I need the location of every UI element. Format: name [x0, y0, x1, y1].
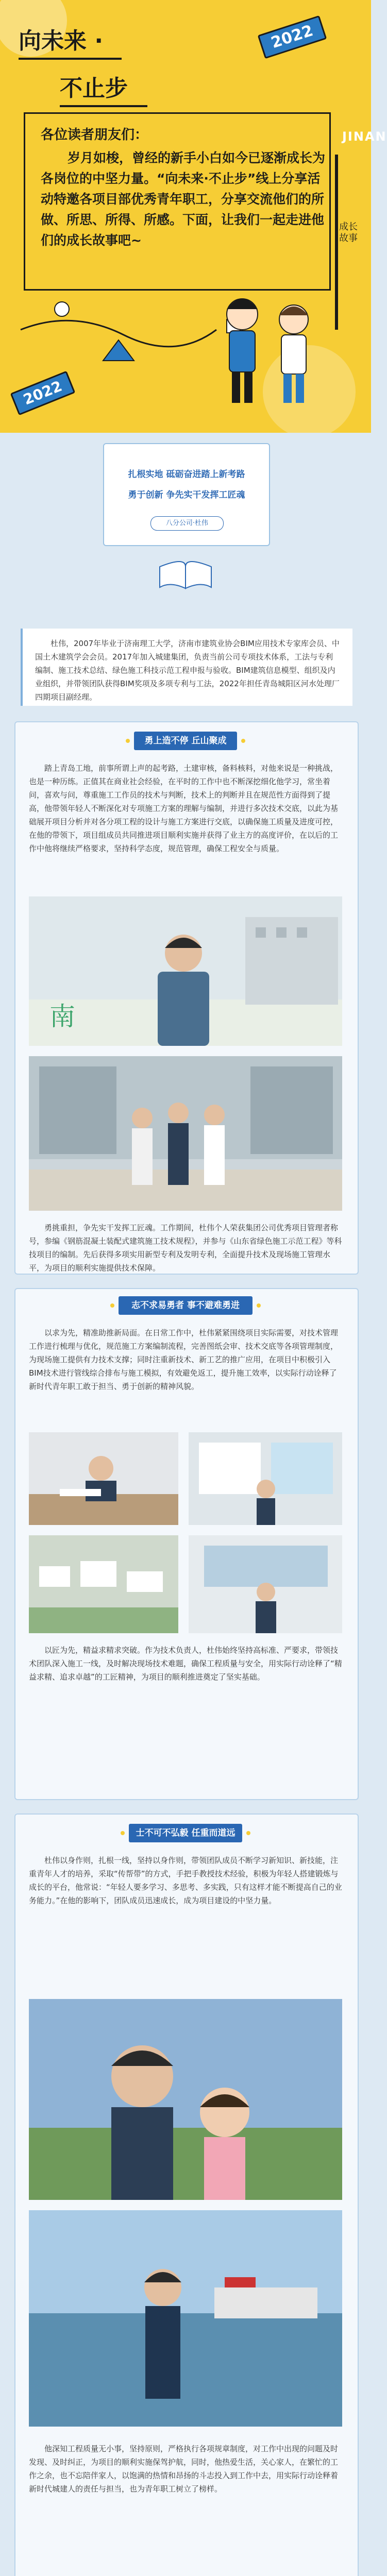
hero-banner [0, 0, 387, 433]
svg-text:南: 南 [49, 1002, 75, 1031]
photo-portrait-outdoor [29, 896, 342, 1046]
cartoon-kids-illustration [206, 289, 330, 422]
title-underline [19, 58, 122, 60]
section-3-para-1: 杜伟以身作则，扎根一线，坚持以身作则，带领团队成员不断学习新知识、新技能，注重青年人才的培养，采取“传帮带”的方式，手把手教授技术经验，积极为年轻人搭建锻炼与成长的平台，他常说：“年轻人要多学习、多思考、多实践，只有这样才能不断提高自己的业务能力。”在他的影响下，团队成员迅速成长，成为项目建设的中坚力量。 [29, 1856, 342, 1905]
photo-group-at-building [29, 1056, 342, 1211]
section-3-title: 士不可不弘毅 任重而道远 [129, 1824, 242, 1842]
section-1-title: 勇上造不停 丘山聚成 [134, 732, 237, 750]
open-book-icon [155, 556, 216, 592]
intro-line-2: 勇于创新 争先实干发挥工匠魂 [128, 490, 245, 500]
photo-exhibition-hall [189, 1432, 342, 1525]
photo-site-model [29, 1535, 178, 1633]
photo-seaside [29, 2210, 342, 2427]
photo-standing-gallery [189, 1535, 342, 1633]
photo-at-desk [29, 1432, 178, 1525]
section-2-para-2: 以匠为先，精益求精求突破。作为技术负责人，杜伟始终坚持高标准、严要求，带领技术团队深入施工一线，及时解决现场技术难题，确保工程质量与安全，用实际行动诠释了“精益求精、追求卓越”的工匠精神，为项目的顺利推进奠定了坚实基础。 [29, 1646, 342, 1682]
hero-title-line1: 向未来 · [19, 28, 104, 54]
author-bio: 杜伟，2007年毕业于济南理工大学，济南市建筑业协会BIM应用技术专家库会员、中国土木建筑学会会员。2017年加入城建集团，负责当前公司专项技术体系，工法与专利编制、施工技术总结、绿色施工科技示范工程申报与验收。BIM建筑信息模型、组织及内业组织，并带领团队获得BIM奖项及多项专利与工法，2022年担任青岛城阳区河水处理厂四期项目副经理。 [35, 639, 340, 702]
section-1-para: 踏上青岛工地，前事所谓上声的起考路，土建审核，备料核料，对他来说是一种挑战，也是一种历练。正值其在商业社会经验，在平时的工作中也不断深挖细化他学习，常坐着问，喜欢与问，尊重施工工作员的技术与判断，技术上的判断并且在规范性方面得到了提高，他带领年轻人不断深化对专项施工方案的理解与编制，并进行多次技术交底，以此为基础展开项目分析并对各分项工程的设计与施工方案进行交底，以确保施工质量及进度可控，在他的带领下，项目组成员共同推进项目顺利实施并获得了业主方的高度评价，在以后的工作中他将继续严格要求，坚持科学态度，规范管理，确保工程安全与质量。 [29, 764, 339, 853]
greeting: 各位读者朋友们： [41, 127, 148, 143]
title-underline-2 [60, 105, 147, 107]
photo-father-daughter [29, 1999, 342, 2200]
section-2-title: 志不求易勇者 事不避难勇进 [119, 1296, 253, 1315]
section-3-para-2: 他深知工程质量无小事，坚持原则，严格执行各项规章制度，对工作中出现的问题及时发现、及时纠正，为项目的顺利实施保驾护航，同时，他热爱生活，关心家人，在繁忙的工作之余，也不忘陪伴家人，以饱满的热情和昂扬的斗志投入到工作中去，用实际行动诠释着新时代城建人的责任与担当，也为青年职工树立了榜样。 [29, 2444, 339, 2494]
year-badge-bottom: 2022 [10, 371, 76, 416]
author-chip: 八分公司·杜伟 [150, 516, 224, 531]
section-1-caption: 勇挑重担，争先实干发挥工匠魂。工作期间，杜伟个人荣获集团公司优秀项目管理者称号，参编《钢筋混凝土装配式建筑施工技术规程》，并参与《山东省绿色施工示范工程》等科技项目的编制。先后获得多项实用新型专利及发明专利，全面提升技术及现场施工管理水平，为项目的顺利实施提供技术保障。 [29, 1223, 342, 1273]
greeting-box [24, 112, 331, 291]
author-bio-box [21, 629, 352, 706]
hero-title-line2: 不止步 [60, 75, 128, 101]
section-2-para-1: 以求为先，精准助推新局面。在日常工作中，杜伟紧紧围绕项目实际需要，对技术管理工作进行梳理与优化，规范施工方案编制流程，完善图纸会审、技术交底等各项管理制度，为现场施工提供有力技术支撑；同时注重新技术、新工艺的推广应用，在项目中积极引入BIM技术进行管线综合排布与施工模拟，有效避免返工，提升施工效率，以实际行动诠释了新时代青年职工敢于担当、勇于创新的精神风貌。 [29, 1328, 339, 1391]
side-letters: JINAN [342, 129, 387, 144]
side-caption: 成长故事 [339, 222, 358, 244]
intro-line-1: 扎根实地 砥砺奋进踏上新考路 [128, 469, 245, 480]
intro-card [103, 443, 270, 546]
year-badge: 2022 [258, 15, 327, 59]
greeting-body: 岁月如梭，曾经的新手小白如今已逐渐成长为各岗位的中坚力量。“向未来·不止步”线上分享活动特邀各项目部优秀青年职工，分享交流他们的所做、所思、所得、所感。下面，让我们一起走进他们的成长故事吧~ [41, 150, 326, 248]
